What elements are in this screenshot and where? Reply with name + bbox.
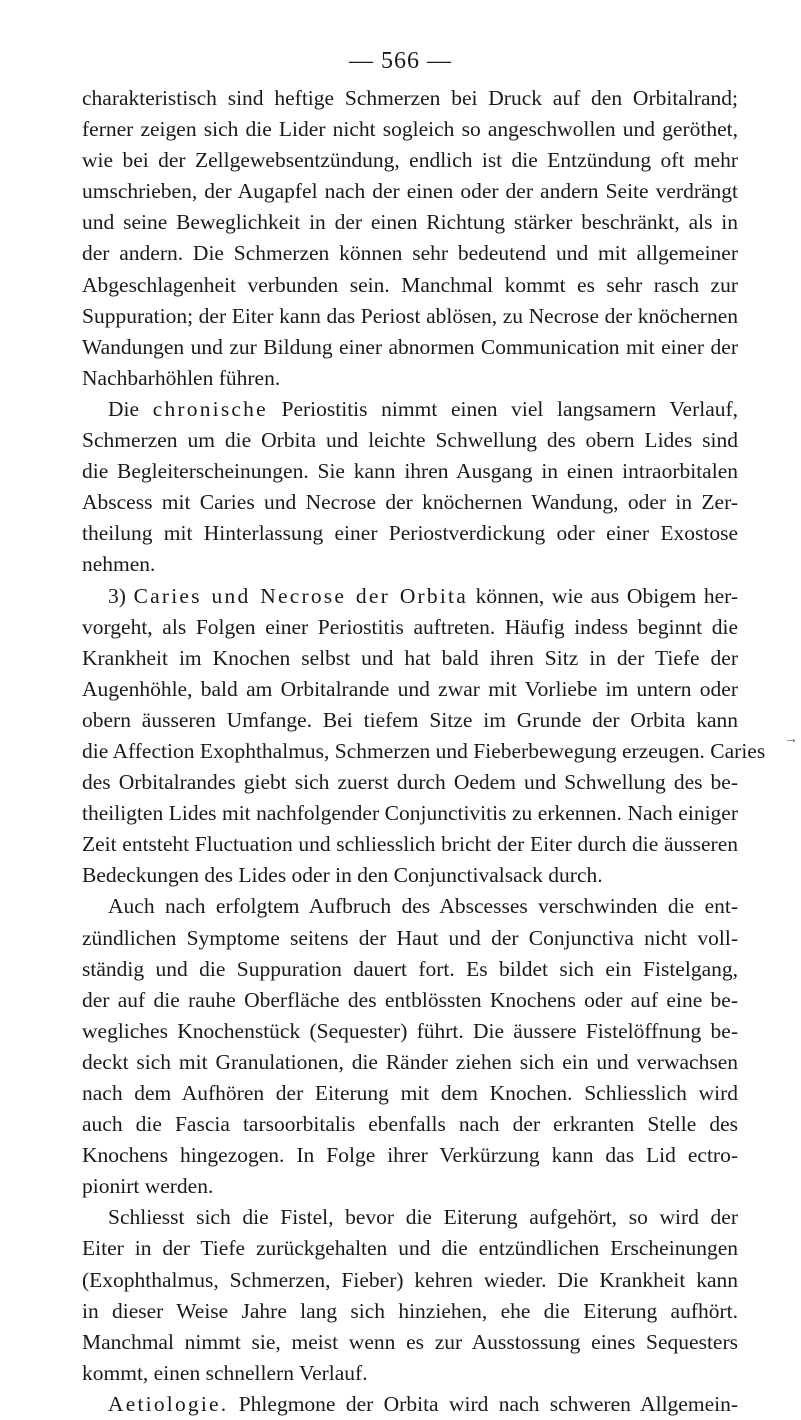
- text-line: Suppuration; der Eiter kann das Periost ablösen, zu Necrose der knöchernen: [82, 303, 738, 328]
- text-line: deckt sich mit Granulationen, die Ränder ziehen sich ein und verwachsen: [82, 1049, 738, 1074]
- paragraph-chronic-periostitis: [82, 394, 738, 425]
- text-line: Abgeschlagenheit verbunden sein. Manchmal kommt es sehr rasch zur: [82, 272, 738, 297]
- text-line: die Begleiterscheinungen. Sie kann ihren Ausgang in einen intraorbitalen: [82, 459, 738, 484]
- text-line: Wandungen und zur Bildung einer abnormen Communication mit einer der: [82, 334, 738, 359]
- text-line: ferner zeigen sich die Lider nicht sogleich so angeschwollen und geröthet,: [82, 117, 738, 142]
- text-fragment: Phlegmone der Orbita wird nach schweren Allgemein-: [238, 1391, 738, 1416]
- text-line: charakteristisch sind heftige Schmerzen bei Druck auf den Orbitalrand;: [82, 86, 738, 110]
- text-line: Manchmal nimmt sie, meist wenn es zur Ausstossung eines Sequesters: [82, 1329, 738, 1354]
- section-number: 3): [108, 583, 126, 608]
- text-line: vorgeht, als Folgen einer Periostitis auftreten. Häufig indess beginnt die: [82, 614, 738, 639]
- text-line: kommt, einen schnellern Verlauf.: [82, 1360, 368, 1385]
- emphasis-term: chronische: [152, 396, 268, 421]
- text-line: Schliesst sich die Fistel, bevor die Eiterung aufgehört, so wird der: [108, 1205, 738, 1230]
- page-number: — 566 —: [349, 48, 452, 74]
- section-heading-aetiologie: [82, 1389, 738, 1420]
- text-line: wie bei der Zellgewebsentzündung, endlich ist die Entzündung oft mehr: [82, 148, 738, 173]
- text-line: obern äusseren Umfange. Bei tiefem Sitze im Grunde der Orbita kann: [82, 707, 738, 732]
- text-line: der andern. Die Schmerzen können sehr bedeutend und mit allgemeiner: [82, 241, 738, 266]
- text-line: ständig und die Suppuration dauert fort. Es bildet sich ein Fistelgang,: [82, 956, 738, 981]
- text-line: nehmen.: [82, 552, 156, 577]
- text-fragment: können, wie aus Obigem her-: [475, 583, 739, 608]
- text-line: Zeit entsteht Fluctuation und schliesslich bricht der Eiter durch die äusseren: [82, 832, 738, 857]
- text-line: Nachbarhöhlen führen.: [82, 365, 281, 390]
- text-line: theiligten Lides mit nachfolgender Conjunctivitis zu erkennen. Nach einiger: [82, 801, 738, 826]
- emphasis-term: Caries und Necrose der Orbita: [133, 583, 468, 608]
- text-line: (Exophthalmus, Schmerzen, Fieber) kehren wieder. Die Krankheit kann: [82, 1267, 738, 1292]
- text-line: auch die Fascia tarsoorbitalis ebenfalls nach der erkranten Stelle des: [82, 1112, 738, 1137]
- text-line: Auch nach erfolgtem Aufbruch des Abscesses verschwinden die ent-: [108, 894, 738, 919]
- text-line: Krankheit im Knochen selbst und hat bald ihren Sitz in der Tiefe der: [82, 645, 738, 670]
- text-line: umschrieben, der Augapfel nach der einen oder der andern Seite verdrängt: [82, 179, 738, 204]
- text-line: der auf die rauhe Oberfläche des entblössten Knochens oder auf eine be-: [82, 987, 738, 1012]
- text-line: Eiter in der Tiefe zurückgehalten und die entzündlichen Erscheinungen: [82, 1236, 738, 1261]
- section-heading-caries: [82, 581, 738, 612]
- text-word: Die: [108, 396, 140, 421]
- body-text: [82, 83, 766, 1420]
- text-line: pionirt werden.: [82, 1174, 214, 1199]
- text-line: wegliches Knochenstück (Sequester) führt. Die äussere Fistelöffnung be-: [82, 1018, 738, 1043]
- text-line: theilung mit Hinterlassung einer Periostverdickung oder einer Exostose: [82, 521, 738, 546]
- margin-arrow-mark: →: [784, 732, 798, 747]
- text-line: zündlichen Symptome seitens der Haut und der Conjunctiva nicht voll-: [82, 925, 738, 950]
- text-line: nach dem Aufhören der Eiterung mit dem Knochen. Schliesslich wird: [82, 1081, 738, 1105]
- text-fragment: Periostitis nimmt einen viel langsamern Verlauf,: [281, 396, 739, 421]
- text-line: Abscess mit Caries und Necrose der knöchernen Wandung, oder in Zer-: [82, 490, 738, 515]
- text-line: in dieser Weise Jahre lang sich hinziehen, ehe die Eiterung aufhört.: [82, 1298, 738, 1323]
- text-line: Bedeckungen des Lides oder in den Conjunctivalsack durch.: [82, 863, 603, 888]
- text-line: die Affection Exophthalmus, Schmerzen und Fieberbewegung erzeugen. Caries: [82, 738, 766, 763]
- emphasis-term: Aetiologie.: [108, 1391, 229, 1416]
- text-line: und seine Beweglichkeit in der einen Richtung stärker beschränkt, als in: [82, 210, 738, 235]
- text-line: des Orbitalrandes giebt sich zuerst durch Oedem und Schwellung des be-: [82, 770, 738, 795]
- text-line: Schmerzen um die Orbita und leichte Schwellung des obern Lides sind: [82, 428, 738, 453]
- text-line: Augenhöhle, bald am Orbitalrande und zwar mit Vorliebe im untern oder: [82, 676, 738, 701]
- text-line: Knochens hingezogen. In Folge ihrer Verkürzung kann das Lid ectro-: [82, 1143, 738, 1168]
